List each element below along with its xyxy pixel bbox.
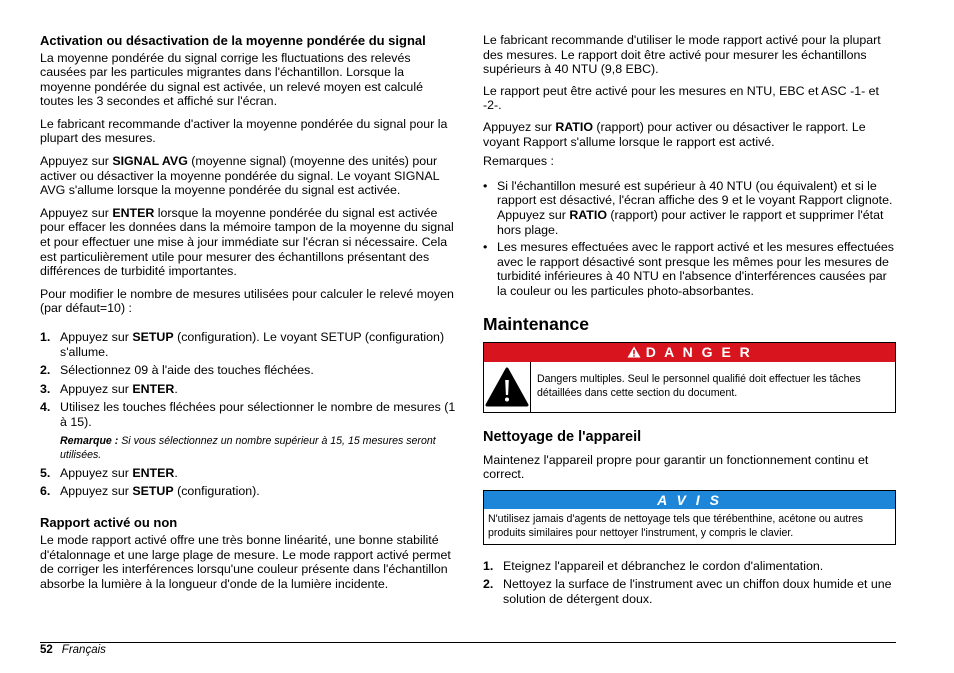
avis-header bbox=[484, 491, 895, 509]
danger-icon-cell bbox=[484, 362, 531, 412]
danger-notice bbox=[483, 342, 896, 413]
footer-language: Français bbox=[61, 644, 106, 656]
danger-header bbox=[484, 343, 895, 362]
remark-2: • Les mesures effectuées avec le rapport activé et les mesures effectuées avec le rapport désactivé sont presque les mêmes pour les mesures de turbidité inférieures à 40 NTU en l'absence d'interférences causées par la couleur ou les particules photo-absorbantes. bbox=[483, 240, 894, 298]
remarks-list bbox=[483, 179, 896, 299]
danger-text: Dangers multiples. Seul le personnel qualifié doit effectuer les tâches détaillées dans cette section du document. bbox=[537, 373, 861, 399]
cleaning-steps bbox=[483, 559, 896, 607]
heading-maintenance: Maintenance bbox=[483, 313, 589, 334]
enter-instruction: Appuyez sur ENTER lorsque la moyenne pondérée du signal est activée pour effacer les données dans la mémoire tampon de la moyenne du signal et pour effectuer une mise à jour immédiate sur l'écran si nécessaire. Cela est particulièrement utile pour mesurer des échantillons présentant des différences de turbidité importantes. bbox=[40, 205, 454, 279]
remarks-label: Remarques : bbox=[483, 154, 554, 169]
warning-triangle-icon bbox=[627, 346, 641, 358]
signal-average-recommendation: Le fabricant recommande d'activer la moyenne pondérée du signal pour la plupart des mesures. bbox=[40, 116, 448, 146]
ratio-units: Le rapport peut être activé pour les mesures en NTU, EBC et ASC -1- et -2-. bbox=[483, 83, 879, 113]
step-3: 3. Appuyez sur ENTER. bbox=[40, 381, 178, 396]
left-column bbox=[40, 33, 456, 592]
remark-1: • Si l'échantillon mesuré est supérieur à 40 NTU (ou équivalent) et si le rapport est désactivé, l'écran affiche des 9 et le voyant Rapport clignote. Appuyez sur RATIO (rapport) pour activer le rapport et supprimer l'état hors plage. bbox=[483, 178, 893, 237]
danger-body bbox=[484, 362, 895, 412]
cleaning-step-1: 1. Eteignez l'appareil et débranchez le cordon d'alimentation. bbox=[483, 558, 824, 573]
avis-notice bbox=[483, 490, 896, 545]
danger-title: D A N G E R bbox=[645, 344, 753, 360]
avis-text: N'utilisez jamais d'agents de nettoyage tels que térébenthine, acétone ou autres produits similaires pour nettoyer l'instrument, y compris le clavier. bbox=[488, 512, 864, 539]
ratio-instruction: Appuyez sur RATIO (rapport) pour activer ou désactiver le rapport. Le voyant Rapport s'allume lorsque le rapport est activé. bbox=[483, 119, 866, 149]
ratio-recommendation: Le fabricant recommande d'utiliser le mode rapport activé pour la plupart des mesures. Le rapport doit être activé pour mesurer les échantillons supérieurs à 40 NTU (9,8 EBC). bbox=[483, 33, 881, 77]
heading-signal-average: Activation ou désactivation de la moyenne pondérée du signal bbox=[40, 33, 426, 48]
heading-ratio: Rapport activé ou non bbox=[40, 514, 178, 530]
warning-triangle-icon bbox=[484, 366, 530, 408]
setup-steps bbox=[40, 330, 456, 499]
avis-title: A V I S bbox=[657, 491, 722, 508]
heading-cleaning: Nettoyage de l'appareil bbox=[483, 428, 642, 445]
ratio-description: Le mode rapport activé offre une très bonne linéarité, une bonne stabilité d'étalonnage et une large plage de mesure. Le mode rapport activé permet de corriger les interférences lorsqu'une couleur présente dans l'échantillon absorbe la lumière à la longueur d'onde de la lumière incidente. bbox=[40, 533, 451, 592]
right-column bbox=[483, 33, 896, 606]
modify-count-intro: Pour modifier le nombre de mesures utilisées pour calculer le relevé moyen (par défaut=10) : bbox=[40, 286, 454, 316]
page-number: 52 bbox=[40, 644, 53, 656]
signal-average-intro: La moyenne pondérée du signal corrige les fluctuations des relevés causées par les particules migrantes dans l'échantillon. Lorsque la moyenne pondérée du signal est activée, un relevé moyen est calculé toutes les 3 secondes et affiché sur l'écran. bbox=[40, 50, 423, 109]
footer-divider bbox=[40, 642, 896, 643]
cleaning-step-2: 2. Nettoyez la surface de l'instrument avec un chiffon doux humide et une solution de détergent doux. bbox=[483, 577, 892, 606]
step-2: 2. Sélectionnez 09 à l'aide des touches fléchées. bbox=[40, 363, 314, 378]
signal-avg-instruction: Appuyez sur SIGNAL AVG (moyenne signal) (moyenne des unités) pour activer ou désactiver la moyenne pondérée du signal. Le voyant SIGNAL AVG s'allume lorsque la moyenne pondérée du signal est activée. bbox=[40, 154, 440, 198]
step-5: 5. Appuyez sur ENTER. bbox=[40, 465, 178, 480]
step-1: 1. Appuyez sur SETUP (configuration). Le voyant SETUP (configuration) s'allume. bbox=[40, 330, 445, 359]
step-6: 6. Appuyez sur SETUP (configuration). bbox=[40, 484, 260, 499]
page-footer bbox=[40, 643, 106, 657]
step-4-note: Remarque : Si vous sélectionnez un nombre supérieur à 15, 15 mesures seront utilisées. bbox=[60, 434, 436, 461]
cleaning-intro: Maintenez l'appareil propre pour garantir un fonctionnement continu et correct. bbox=[483, 452, 869, 482]
step-4: 4. Utilisez les touches fléchées pour sélectionner le nombre de mesures (1 à 15). bbox=[40, 400, 456, 429]
